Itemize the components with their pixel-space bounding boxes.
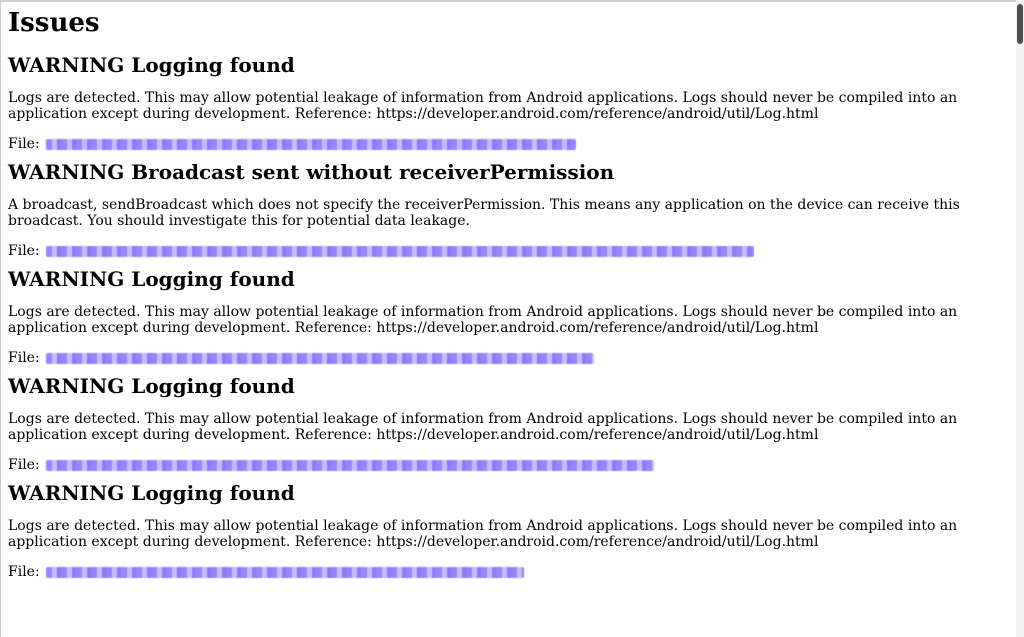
file-link-redacted[interactable] [46,139,576,150]
issue-file-row [8,136,1008,152]
window-top-border [0,0,1024,2]
file-label: File: [8,243,40,259]
window-left-border [0,0,1,637]
issue-description: A broadcast, sendBroadcast which does not specify the receiverPermission. This means any application on the device can receive this broadcast. You should investigate this for potential data leakage. [8,197,960,229]
vertical-scrollbar[interactable] [1016,0,1024,637]
issue-title: WARNING Logging found [8,374,295,398]
issue-item [8,160,1008,259]
issue-description: Logs are detected. This may allow potential leakage of information from Android applications. Logs should never be compiled into an application except during development. Reference: https://developer.android.com/reference/android/util/Log.html [8,304,958,336]
issue-item [8,374,1008,473]
file-link-redacted[interactable] [46,353,594,364]
issue-title: WARNING Logging found [8,53,295,77]
page-title: Issues [8,8,100,38]
issue-file-row [8,350,1008,366]
issue-title: WARNING Broadcast sent without receiverPermission [8,160,615,184]
issue-title: WARNING Logging found [8,481,295,505]
issue-file-row [8,243,1008,259]
issue-description: Logs are detected. This may allow potential leakage of information from Android applications. Logs should never be compiled into an application except during development. Reference: https://developer.android.com/reference/android/util/Log.html [8,90,958,122]
issue-file-row [8,564,1008,580]
issue-description: Logs are detected. This may allow potential leakage of information from Android applications. Logs should never be compiled into an application except during development. Reference: https://developer.android.com/reference/android/util/Log.html [8,411,958,443]
file-link-redacted[interactable] [46,460,654,471]
file-link-redacted[interactable] [46,567,524,578]
issue-item [8,267,1008,366]
scrollbar-thumb[interactable] [1017,4,1023,44]
issue-file-row [8,457,1008,473]
file-label: File: [8,136,40,152]
issue-title: WARNING Logging found [8,267,295,291]
file-label: File: [8,350,40,366]
issue-item [8,481,1008,580]
file-link-redacted[interactable] [46,246,754,257]
file-label: File: [8,564,40,580]
issues-report [8,7,1008,588]
issue-description: Logs are detected. This may allow potential leakage of information from Android applications. Logs should never be compiled into an application except during development. Reference: https://developer.android.com/reference/android/util/Log.html [8,518,958,550]
issue-item [8,53,1008,152]
file-label: File: [8,457,40,473]
